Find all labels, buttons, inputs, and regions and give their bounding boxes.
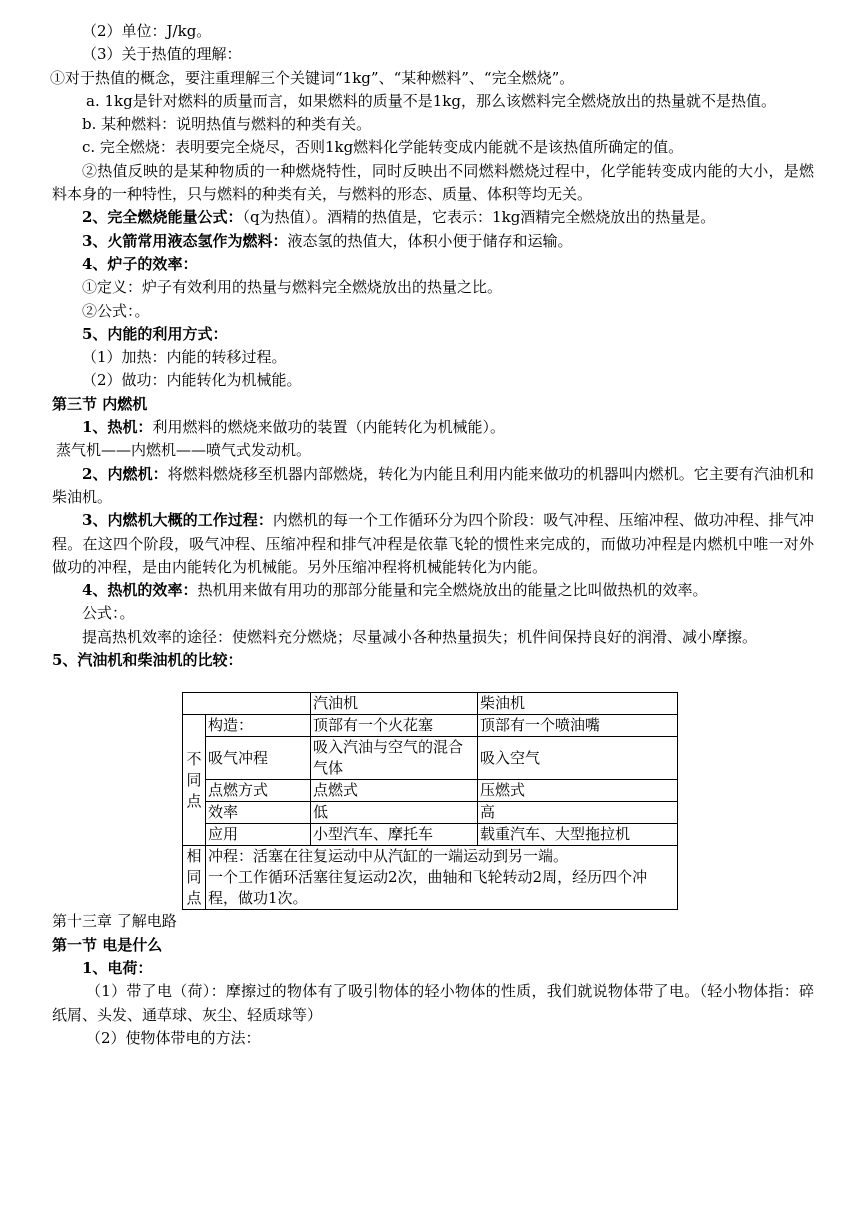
heat-engine-heading: 1、热机： — [82, 418, 153, 437]
table-header-row — [183, 693, 678, 715]
heat-engine-line — [52, 416, 814, 439]
row-diesel: 载重汽车、大型拖拉机 — [478, 824, 678, 846]
engine-efficiency-heading: 4、热机的效率： — [82, 581, 198, 600]
row-item: 效率 — [206, 802, 311, 824]
rocket-fuel-line — [52, 230, 814, 253]
charged-definition: （1）带了电（荷）：摩擦过的物体有了吸引物体的轻小物体的性质，我们就说物体带了电。（轻小物体指：碎纸屑、头发、通草球、灰尘、轻质球等） — [52, 982, 814, 1024]
engine-efficiency-text: 热机用来做有用功的那部分能量和完全燃烧放出的能量之比叫做热机的效率。 — [197, 581, 708, 600]
keywords-line: ①对于热值的概念，要注重理解三个关键词“1kg”、“某种燃料”、“完全燃烧”。 — [50, 68, 575, 87]
stove-formula: ②公式：。 — [82, 301, 150, 320]
ic-engine-heading: 2、内燃机： — [82, 464, 168, 483]
heat-engine-text: 利用燃料的燃烧来做功的装置（内能转化为机械能）。 — [152, 418, 505, 437]
row-gasoline: 小型汽车、摩托车 — [311, 824, 478, 846]
chapter-heading: 第十三章 了解电路 — [52, 912, 177, 931]
point-b: b. 某种燃料：说明热值与燃料的种类有关。 — [82, 115, 372, 134]
table-row — [183, 737, 678, 780]
engine-efficiency-line — [52, 579, 814, 602]
unit-line: （2）单位：J/kg。 — [82, 22, 212, 40]
working-process-text: 内燃机的每一个工作循环分为四个阶段：吸气冲程、压缩冲程、做功冲程、排气冲程。在这四个阶段，吸气冲程、压缩冲程和排气冲程是依靠飞轮的惯性来完成的，而做功冲程是内燃机中唯一对外做功的冲程，是由内能转化为机械能。另外压缩冲程将机械能转化为内能。 — [52, 511, 814, 576]
stove-definition: ①定义：炉子有效利用的热量与燃料完全燃烧放出的热量之比。 — [82, 278, 503, 297]
internal-energy-use-heading: 5、内能的利用方式： — [82, 324, 228, 343]
point-c: c. 完全燃烧：表明要完全烧尽，否则1kg燃料化学能转变成内能就不是该热值所确定的值。 — [82, 138, 684, 157]
row-item: 应用 — [206, 824, 311, 846]
combustion-formula-heading: 2、完全燃烧能量公式： — [82, 208, 243, 227]
rocket-fuel-heading: 3、火箭常用液态氢作为燃料： — [82, 231, 288, 250]
stove-efficiency-heading: 4、炉子的效率： — [82, 254, 198, 273]
rocket-fuel-text: 液态氢的热值大，体积小便于储存和运输。 — [287, 231, 573, 250]
heat-value-characteristic: ②热值反映的是某种物质的一种燃烧特性，同时反映出不同燃料燃烧过程中，化学能转变成内能的大小，是燃料本身的一种特性，只与燃料的种类有关，与燃料的形态、质量、体积等均无关。 — [52, 161, 814, 204]
heat-value-understanding-heading: （3）关于热值的理解： — [82, 45, 242, 64]
row-gasoline: 低 — [311, 802, 478, 824]
row-diesel: 压燃式 — [478, 780, 678, 802]
combustion-formula-line — [52, 206, 814, 229]
engine-comparison-table — [182, 692, 678, 910]
table-corner-cell — [183, 693, 311, 715]
header-gasoline: 汽油机 — [311, 693, 478, 715]
document-page — [52, 20, 814, 1050]
spacer — [52, 672, 814, 692]
row-gasoline: 点燃式 — [311, 780, 478, 802]
diff-label: 不同点 — [183, 715, 206, 846]
comparison-heading: 5、汽油机和柴油机的比较： — [52, 651, 243, 670]
combustion-formula-text: （q为热值）。酒精的热值是，它表示：1kg酒精完全燃烧放出的热量是。 — [242, 208, 716, 227]
point-a: a. 1kg是针对燃料的质量而言，如果燃料的质量不是1kg，那么该燃料完全燃烧放出的热量就不是热值。 — [86, 91, 776, 110]
row-item: 吸气冲程 — [206, 737, 311, 780]
table-row — [183, 780, 678, 802]
ic-engine-line — [52, 463, 814, 510]
same-label: 相同点 — [183, 846, 206, 910]
table-row — [183, 802, 678, 824]
section-heading-engine: 第三节 内燃机 — [52, 394, 148, 413]
row-diesel: 顶部有一个喷油嘴 — [478, 715, 678, 737]
improve-efficiency-line: 提高热机效率的途径：使燃料充分燃烧；尽量减小各种热量损失；机件间保持良好的润滑、减小摩擦。 — [82, 627, 758, 646]
same-point-2: 一个工作循环活塞往复运动2次，曲轴和飞轮转动2周，经历四个冲程，做功1次。 — [208, 868, 648, 908]
row-gasoline: 吸入汽油与空气的混合气体 — [311, 737, 478, 780]
same-points-cell — [206, 846, 678, 910]
row-item: 点燃方式 — [206, 780, 311, 802]
working-process-heading: 3、内燃机大概的工作过程： — [82, 511, 273, 530]
working-process-line — [52, 509, 814, 579]
section-heading-electricity: 第一节 电是什么 — [52, 935, 163, 954]
charging-methods: （2）使物体带电的方法： — [86, 1028, 261, 1047]
table-row — [183, 715, 678, 737]
table-row — [183, 824, 678, 846]
work-line: （2）做功：内能转化为机械能。 — [82, 371, 302, 390]
row-item: 构造： — [206, 715, 311, 737]
table-row-same — [183, 846, 678, 910]
engine-types-line: 蒸气机——内燃机——喷气式发动机。 — [56, 441, 312, 460]
engine-formula: 公式：。 — [82, 604, 135, 623]
heating-line: （1）加热：内能的转移过程。 — [82, 348, 287, 367]
header-diesel: 柴油机 — [478, 693, 678, 715]
row-diesel: 吸入空气 — [478, 737, 678, 780]
ic-engine-text: 将燃料燃烧移至机器内部燃烧，转化为内能且利用内能来做功的机器叫内燃机。它主要有汽油机和柴油机。 — [52, 464, 814, 506]
same-point-1: 冲程：活塞在往复运动中从汽缸的一端运动到另一端。 — [208, 847, 569, 866]
row-gasoline: 顶部有一个火花塞 — [311, 715, 478, 737]
charge-heading: 1、电荷： — [82, 958, 153, 977]
row-diesel: 高 — [478, 802, 678, 824]
